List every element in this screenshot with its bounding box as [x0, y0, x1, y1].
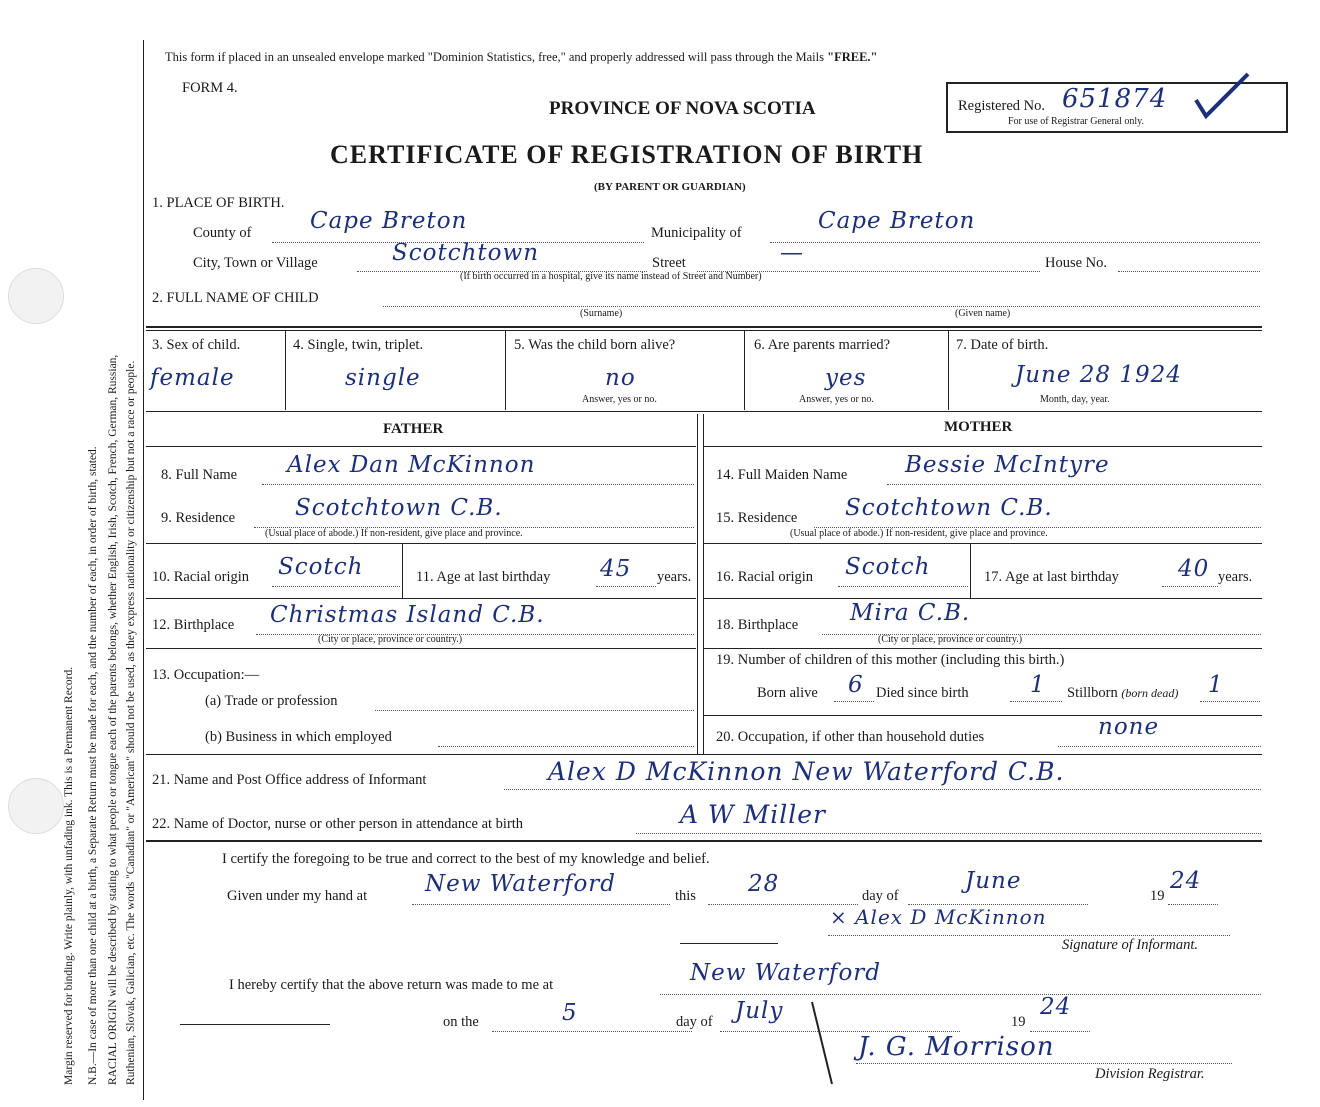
binding-hole-bottom — [8, 778, 64, 834]
given-year-value: 24 — [1170, 868, 1202, 894]
form-number: FORM 4. — [182, 80, 238, 96]
binding-hole-top — [8, 268, 64, 324]
registered-number-value: 651874 — [1062, 84, 1168, 114]
born-alive-label: 5. Was the child born alive? — [514, 337, 676, 353]
street-label: Street — [652, 255, 686, 271]
given-place-value: New Waterford — [425, 871, 617, 897]
father-heading: FATHER — [383, 421, 444, 437]
parents-married-value: yes — [825, 365, 867, 391]
pen-stroke-mark — [808, 1000, 838, 1095]
margin-note-multiple-births: N.B.—In case of more than one child at a birth, a Separate Return must be made for each, and the number of each, in order of birth, stated. — [87, 446, 99, 1085]
stillborn-label: Stillborn (born dead) — [1067, 685, 1179, 701]
mother-name-value: Bessie McIntyre — [905, 452, 1110, 478]
mother-heading: MOTHER — [944, 419, 1013, 435]
certificate-title: CERTIFICATE OF REGISTRATION OF BIRTH — [330, 140, 924, 169]
sex-label: 3. Sex of child. — [152, 337, 241, 353]
given-year-prefix: 19 — [1150, 888, 1165, 904]
doctor-value: A W Miller — [680, 800, 826, 829]
division-registrar-caption: Division Registrar. — [1095, 1066, 1205, 1082]
margin-note-racial-origin-cont: Ruthenian, Slovak, Galician, etc. The words "Canadian" or "American" should not be used, as they express nationality or citizenship but not a race or people. — [125, 360, 137, 1085]
date-of-birth-caption: Month, day, year. — [1040, 394, 1110, 405]
died-count-value: 1 — [1030, 672, 1046, 698]
father-abode-caption: (Usual place of abode.) If non-resident, give place and province. — [265, 528, 523, 539]
children-count-label: 19. Number of children of this mother (including this birth.) — [716, 652, 1065, 668]
mother-occupation-value: none — [1098, 714, 1160, 740]
trade-label: (a) Trade or profession — [205, 693, 338, 709]
father-name-label: 8. Full Name — [161, 467, 238, 483]
mother-birthplace-label: 18. Birthplace — [716, 617, 799, 633]
father-residence-value: Scotchtown C.B. — [295, 495, 503, 521]
registrar-day-of-label: day of — [676, 1014, 713, 1030]
house-number-label: House No. — [1045, 255, 1108, 271]
plurality-label: 4. Single, twin, triplet. — [293, 337, 424, 353]
given-name-caption: (Given name) — [955, 308, 1011, 319]
father-racial-origin-value: Scotch — [278, 554, 364, 580]
informant-certification-statement: I certify the foregoing to be true and correct to the best of my knowledge and belief. — [222, 851, 710, 867]
plurality-value: single — [345, 365, 421, 391]
hospital-note: (If birth occurred in a hospital, give its name instead of Street and Number) — [460, 271, 762, 282]
registrar-on-the-label: on the — [443, 1014, 479, 1030]
mother-residence-label: 15. Residence — [716, 510, 798, 526]
born-alive-value: no — [605, 365, 636, 391]
informant-signature-caption: Signature of Informant. — [1062, 937, 1199, 953]
given-under-hand-label: Given under my hand at — [227, 888, 368, 904]
margin-note-binding: Margin reserved for binding. Write plainly, with unfading ink. This is a Permanent Record. — [63, 666, 75, 1085]
mother-name-label: 14. Full Maiden Name — [716, 467, 848, 483]
this-label: this — [675, 888, 696, 904]
born-alive-count-value: 6 — [848, 672, 864, 698]
father-age-years: years. — [657, 569, 692, 585]
county-value: Cape Breton — [310, 208, 468, 234]
died-count-label: Died since birth — [876, 685, 969, 701]
born-alive-count-label: Born alive — [757, 685, 818, 701]
date-of-birth-label: 7. Date of birth. — [956, 337, 1049, 353]
mother-age-label: 17. Age at last birthday — [984, 569, 1119, 585]
informant-signature: × Alex D McKinnon — [830, 905, 1047, 929]
father-birthplace-caption: (City or place, province or country.) — [318, 634, 463, 645]
parents-married-label: 6. Are parents married? — [754, 337, 891, 353]
mother-abode-caption: (Usual place of abode.) If non-resident, give place and province. — [790, 528, 1048, 539]
surname-caption: (Surname) — [580, 308, 623, 319]
given-day-value: 28 — [748, 871, 780, 897]
municipality-label: Municipality of — [651, 225, 742, 241]
registrar-day-value: 5 — [562, 1000, 578, 1026]
mail-notice: This form if placed in an unsealed envelope marked "Dominion Statistics, free," and properly addressed will pass through the Mails "FREE." — [165, 50, 878, 64]
certificate-subtitle: (BY PARENT OR GUARDIAN) — [594, 181, 746, 193]
province-heading: PROVINCE OF NOVA SCOTIA — [549, 98, 816, 119]
mother-birthplace-value: Mira C.B. — [850, 600, 971, 626]
father-racial-origin-label: 10. Racial origin — [152, 569, 250, 585]
mother-birthplace-caption: (City or place, province or country.) — [878, 634, 1023, 645]
mother-age-value: 40 — [1178, 556, 1210, 582]
informant-label: 21. Name and Post Office address of Informant — [152, 772, 427, 788]
registrar-statement: I hereby certify that the above return was made to me at — [229, 977, 554, 993]
stillborn-value: 1 — [1208, 672, 1224, 698]
county-label: County of — [193, 225, 252, 241]
child-name-label: 2. FULL NAME OF CHILD — [152, 290, 319, 306]
registrar-month-value: July — [735, 998, 784, 1024]
registrar-year-prefix: 19 — [1011, 1014, 1026, 1030]
city-label: City, Town or Village — [193, 255, 318, 271]
father-age-label: 11. Age at last birthday — [416, 569, 551, 585]
sex-value: female — [150, 365, 235, 391]
registrar-note: For use of Registrar General only. — [1008, 116, 1144, 127]
registered-number-label: Registered No. — [958, 98, 1045, 114]
street-value: — — [780, 240, 804, 266]
registrar-place-value: New Waterford — [690, 960, 882, 986]
registrar-signature: J. G. Morrison — [858, 1032, 1055, 1062]
mother-racial-origin-label: 16. Racial origin — [716, 569, 814, 585]
mother-occupation-label: 20. Occupation, if other than household duties — [716, 729, 985, 745]
mother-residence-value: Scotchtown C.B. — [845, 495, 1053, 521]
date-of-birth-value: June 28 1924 — [1015, 362, 1182, 388]
municipality-value: Cape Breton — [818, 208, 976, 234]
parents-married-caption: Answer, yes or no. — [799, 394, 874, 405]
father-birthplace-value: Christmas Island C.B. — [270, 602, 545, 628]
business-label: (b) Business in which employed — [205, 729, 392, 745]
registrar-year-value: 24 — [1040, 994, 1072, 1020]
form-left-border — [143, 40, 144, 1100]
born-alive-caption: Answer, yes or no. — [582, 394, 657, 405]
given-day-of-label: day of — [862, 888, 899, 904]
father-age-value: 45 — [600, 556, 632, 582]
place-of-birth-heading: 1. PLACE OF BIRTH. — [152, 195, 285, 211]
father-name-value: Alex Dan McKinnon — [287, 452, 536, 478]
informant-value: Alex D McKinnon New Waterford C.B. — [548, 757, 1065, 786]
mother-racial-origin-value: Scotch — [845, 554, 931, 580]
margin-note-racial-origin: RACIAL ORIGIN will be described by stating to what people or tongue each of the parents belongs, whether English, Irish, Scotch, French, German, Russian, — [107, 354, 119, 1085]
father-birthplace-label: 12. Birthplace — [152, 617, 235, 633]
father-residence-label: 9. Residence — [161, 510, 236, 526]
given-month-value: June — [965, 868, 1022, 894]
checkmark-icon — [1192, 72, 1252, 127]
occupation-heading: 13. Occupation:— — [152, 667, 260, 683]
doctor-label: 22. Name of Doctor, nurse or other person in attendance at birth — [152, 816, 524, 832]
city-value: Scotchtown — [392, 240, 540, 266]
mother-age-years: years. — [1218, 569, 1253, 585]
